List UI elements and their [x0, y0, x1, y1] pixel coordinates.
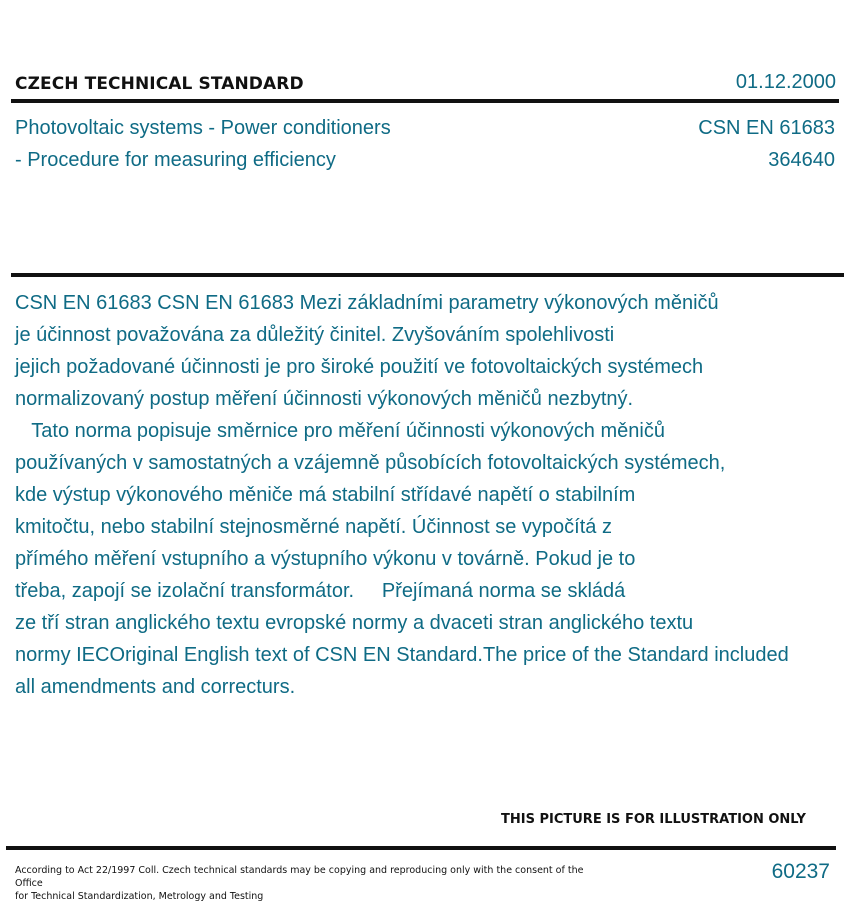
abstract-line: přímého měření vstupního a výstupního výkonu v továrně. Pokud je to — [15, 548, 636, 570]
bottom-divider — [6, 846, 836, 850]
copyright-notice — [15, 864, 595, 903]
abstract-line: kmitočtu, nebo stabilní stejnosměrné napětí. Účinnost se vypočítá z — [15, 516, 612, 538]
copyright-line-2: for Technical Standardization, Metrology and Testing — [15, 891, 264, 902]
abstract-line: normalizovaný postup měření účinnosti výkonových měničů nezbytný. — [15, 388, 634, 410]
document-number: 60237 — [771, 860, 830, 883]
abstract-line: jejich požadované účinnosti je pro široké použití ve fotovoltaických systémech — [15, 356, 704, 378]
abstract-line: all amendments and correcturs. — [15, 676, 296, 698]
document-type-heading: CZECH TECHNICAL STANDARD — [15, 74, 304, 94]
abstract-line: používaných v samostatných a vzájemně působících fotovoltaických systémech, — [15, 452, 726, 474]
standard-code: CSN EN 61683 — [698, 117, 835, 139]
abstract-line: je účinnost považována za důležitý činitel. Zvyšováním spolehlivosti — [15, 324, 615, 346]
issue-date: 01.12.2000 — [735, 71, 836, 93]
abstract-line: CSN EN 61683 CSN EN 61683 Mezi základními parametry výkonových měničů — [15, 292, 719, 314]
classification-number: 364640 — [768, 149, 835, 171]
abstract-line: normy IECOriginal English text of CSN EN Standard.The price of the Standard included — [15, 644, 789, 666]
standard-title-line-1: Photovoltaic systems - Power conditioners — [15, 117, 391, 139]
copyright-line-1: According to Act 22/1997 Coll. Czech technical standards may be copying and reproducing only with the consent of the Office — [15, 865, 584, 889]
abstract-line: ze tří stran anglického textu evropské normy a dvaceti stran anglického textu — [15, 612, 694, 634]
illustration-disclaimer: THIS PICTURE IS FOR ILLUSTRATION ONLY — [501, 812, 806, 827]
abstract-line: Tato norma popisuje směrnice pro měření účinnosti výkonových měničů — [15, 420, 665, 442]
standard-title-line-2: - Procedure for measuring efficiency — [15, 149, 336, 171]
section-divider — [11, 273, 844, 277]
top-divider — [11, 99, 839, 103]
abstract-line: kde výstup výkonového měniče má stabilní střídavé napětí o stabilním — [15, 484, 636, 506]
abstract-line: třeba, zapojí se izolační transformátor. Přejímaná norma se skládá — [15, 580, 626, 602]
abstract-text — [15, 287, 855, 703]
